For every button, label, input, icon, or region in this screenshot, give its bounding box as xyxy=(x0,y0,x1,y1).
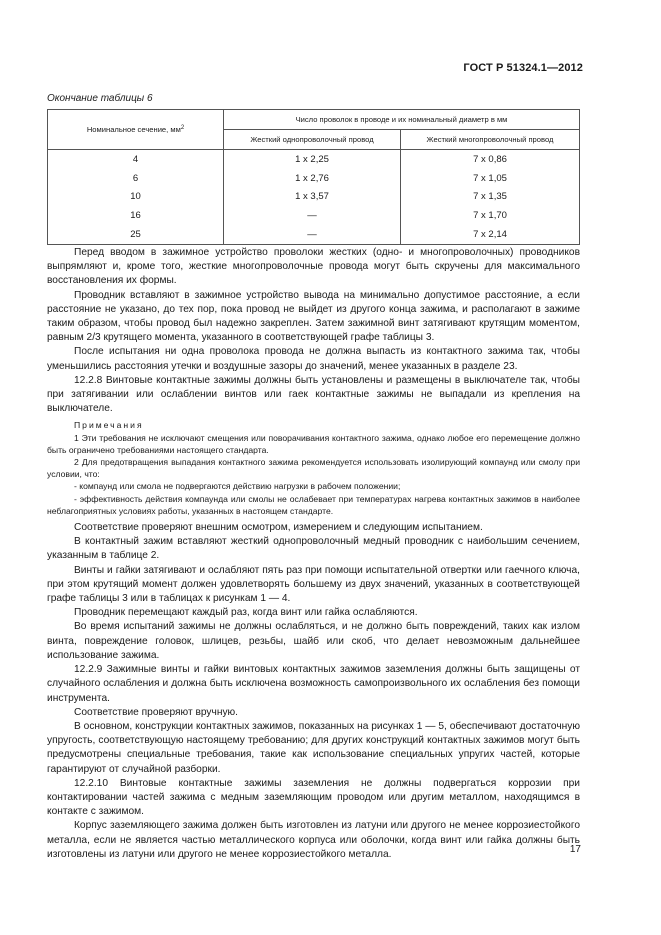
paragraph: 12.2.9 Зажимные винты и гайки винтовых контактных зажимов заземления должны быть защищены от случайного ослабления и должна быть исключена возможность самопроизвольного их ослабления без помощи инструмента. xyxy=(47,664,580,704)
cell-section: 25 xyxy=(48,225,224,244)
paragraph: 12.2.10 Винтовые контактные зажимы заземления не должны подвергаться коррозии при контактировании частей зажима с медным заземляющим проводом или другим металлом, находящимся в контакте с зажимом. xyxy=(47,777,580,818)
col-header-solid: Жесткий однопроволочный провод xyxy=(224,130,401,150)
note-2: 2 Для предотвращения выпадания контактного зажима рекомендуется использовать изолирующий компаунд или смолу при условии, что: xyxy=(47,457,580,480)
cell-solid: 1 x 3,57 xyxy=(224,188,401,207)
col-header-section: Номинальное сечение, $мм^2$ xyxy=(48,110,224,150)
paragraph: В контактный зажим вставляют жесткий однопроволочный медный проводник с наибольшим сечением, указанным в таблице 2. xyxy=(47,536,580,562)
table-row xyxy=(48,225,580,244)
paragraph: Перед вводом в зажимное устройство проволоки жестких (одно- и многопроволочных) проводников выпрямляют и, кроме того, жесткие многопроволочные провода могут быть скручены для максимального восстановления их формы. xyxy=(47,247,580,287)
note-2-item: - эффективность действия компаунда или смолы не ослабевает при температурах нагрева контактных зажимов в наиболее неблагоприятных условиях работы, указанных в настоящем стандарте. xyxy=(47,493,580,516)
cell-section: 4 xyxy=(48,150,224,169)
table-row xyxy=(48,169,580,188)
paragraph: Винты и гайки затягивают и ослабляют пять раз при помощи испытательной отвертки или гаечного ключа, при этом крутящий момент должен удовлетворять большему из двух значений, указанных в соответствующей графе таблицы 3 или в таблицах к рисункам 1 — 4. xyxy=(47,564,580,605)
table-row xyxy=(48,206,580,225)
paragraph: Проводник перемещают каждый раз, когда винт или гайка ослабляются. xyxy=(74,607,418,619)
paragraph: Корпус заземляющего зажима должен быть изготовлен из латуни или другого не менее коррозиестойкого металла, если не является частью металлического корпуса или оболочки, когда винт или гайка должны быть изготовлены из латуни или другого не менее коррозиестойкого металла. xyxy=(47,820,580,860)
cell-stranded: 7 x 1,35 xyxy=(401,188,580,207)
table-caption: Окончание таблицы 6 xyxy=(47,93,153,104)
paragraph: Проводник вставляют в зажимное устройство вывода на минимально допустимое расстояние, а если расстояние не указано, до тех пор, пока провод не выйдет из другого конца зажима, и располагают в зажиме таким образом, чтобы провод был надежно закреплен. Затем зажимной винт затягивают крутящим моментом, равным 2/3 крутящего момента, указанного в соответствующей графе таблицы 3. xyxy=(47,289,580,344)
note-1: 1 Эти требования не исключают смещения или поворачивания контактного зажима, однако любое его перемещение должно быть ограничено требованиями настоящего стандарта. xyxy=(47,432,580,455)
table-row xyxy=(48,188,580,207)
page-number: 17 xyxy=(569,844,581,855)
cell-section: 6 xyxy=(48,169,224,188)
paragraph: Соответствие проверяют внешним осмотром, измерением и следующим испытанием. xyxy=(74,522,483,534)
paragraph: После испытания ни одна проволока провода не должна выпасть из контактного зажима так, чтобы уменьшились расстояния утечки и воздушные зазоры до значений, менее указанных в разделе 23. xyxy=(47,346,580,372)
cell-stranded: 7 x 2,14 xyxy=(401,225,580,244)
paragraph: Во время испытаний зажимы не должны ослабляться, и не должно быть повреждений, таких как излом винта, повреждение головок, шлицев, резьбы, шайб или скоб, что делает невозможным дальнейшее использование зажима. xyxy=(47,621,580,661)
table-6 xyxy=(47,109,580,245)
note-2-item: - компаунд или смола не подвергаются действию нагрузки в рабочем положении; xyxy=(74,481,401,492)
cell-solid: — xyxy=(224,225,401,244)
table-row xyxy=(48,150,580,169)
paragraph: В основном, конструкции контактных зажимов, показанных на рисунках 1 — 5, обеспечивают достаточную упругость, соответствующую настоящему требованию; для других конструкций контактных зажимов могут быть предусмотрены специальные требования, такие как использование специальных упругих частей, которые гарантируют от случайной разборки. xyxy=(47,720,580,775)
paragraph: 12.2.8 Винтовые контактные зажимы должны быть установлены и размещены в выключателе так, чтобы при затягивании или ослаблении винтов или гаек контактные зажимы не выпадали из крепления на выключателе. xyxy=(47,374,580,415)
col-header-stranded: Жесткий многопроволочный провод xyxy=(401,130,580,150)
cell-stranded: 7 x 1,70 xyxy=(401,206,580,225)
col-header-group: Число проволок в проводе и их номинальный диаметр в мм xyxy=(224,110,580,130)
cell-stranded: 7 x 0,86 xyxy=(401,150,580,169)
cell-section: 16 xyxy=(48,206,224,225)
cell-section: 10 xyxy=(48,188,224,207)
cell-solid: 1 x 2,76 xyxy=(224,169,401,188)
paragraph: Соответствие проверяют вручную. xyxy=(74,706,239,718)
cell-solid: — xyxy=(224,206,401,225)
body-text xyxy=(47,246,580,862)
cell-stranded: 7 x 1,05 xyxy=(401,169,580,188)
cell-solid: 1 x 2,25 xyxy=(224,150,401,169)
document-code: ГОСТ Р 51324.1—2012 xyxy=(463,62,583,74)
notes-heading: Примечания xyxy=(74,420,144,431)
